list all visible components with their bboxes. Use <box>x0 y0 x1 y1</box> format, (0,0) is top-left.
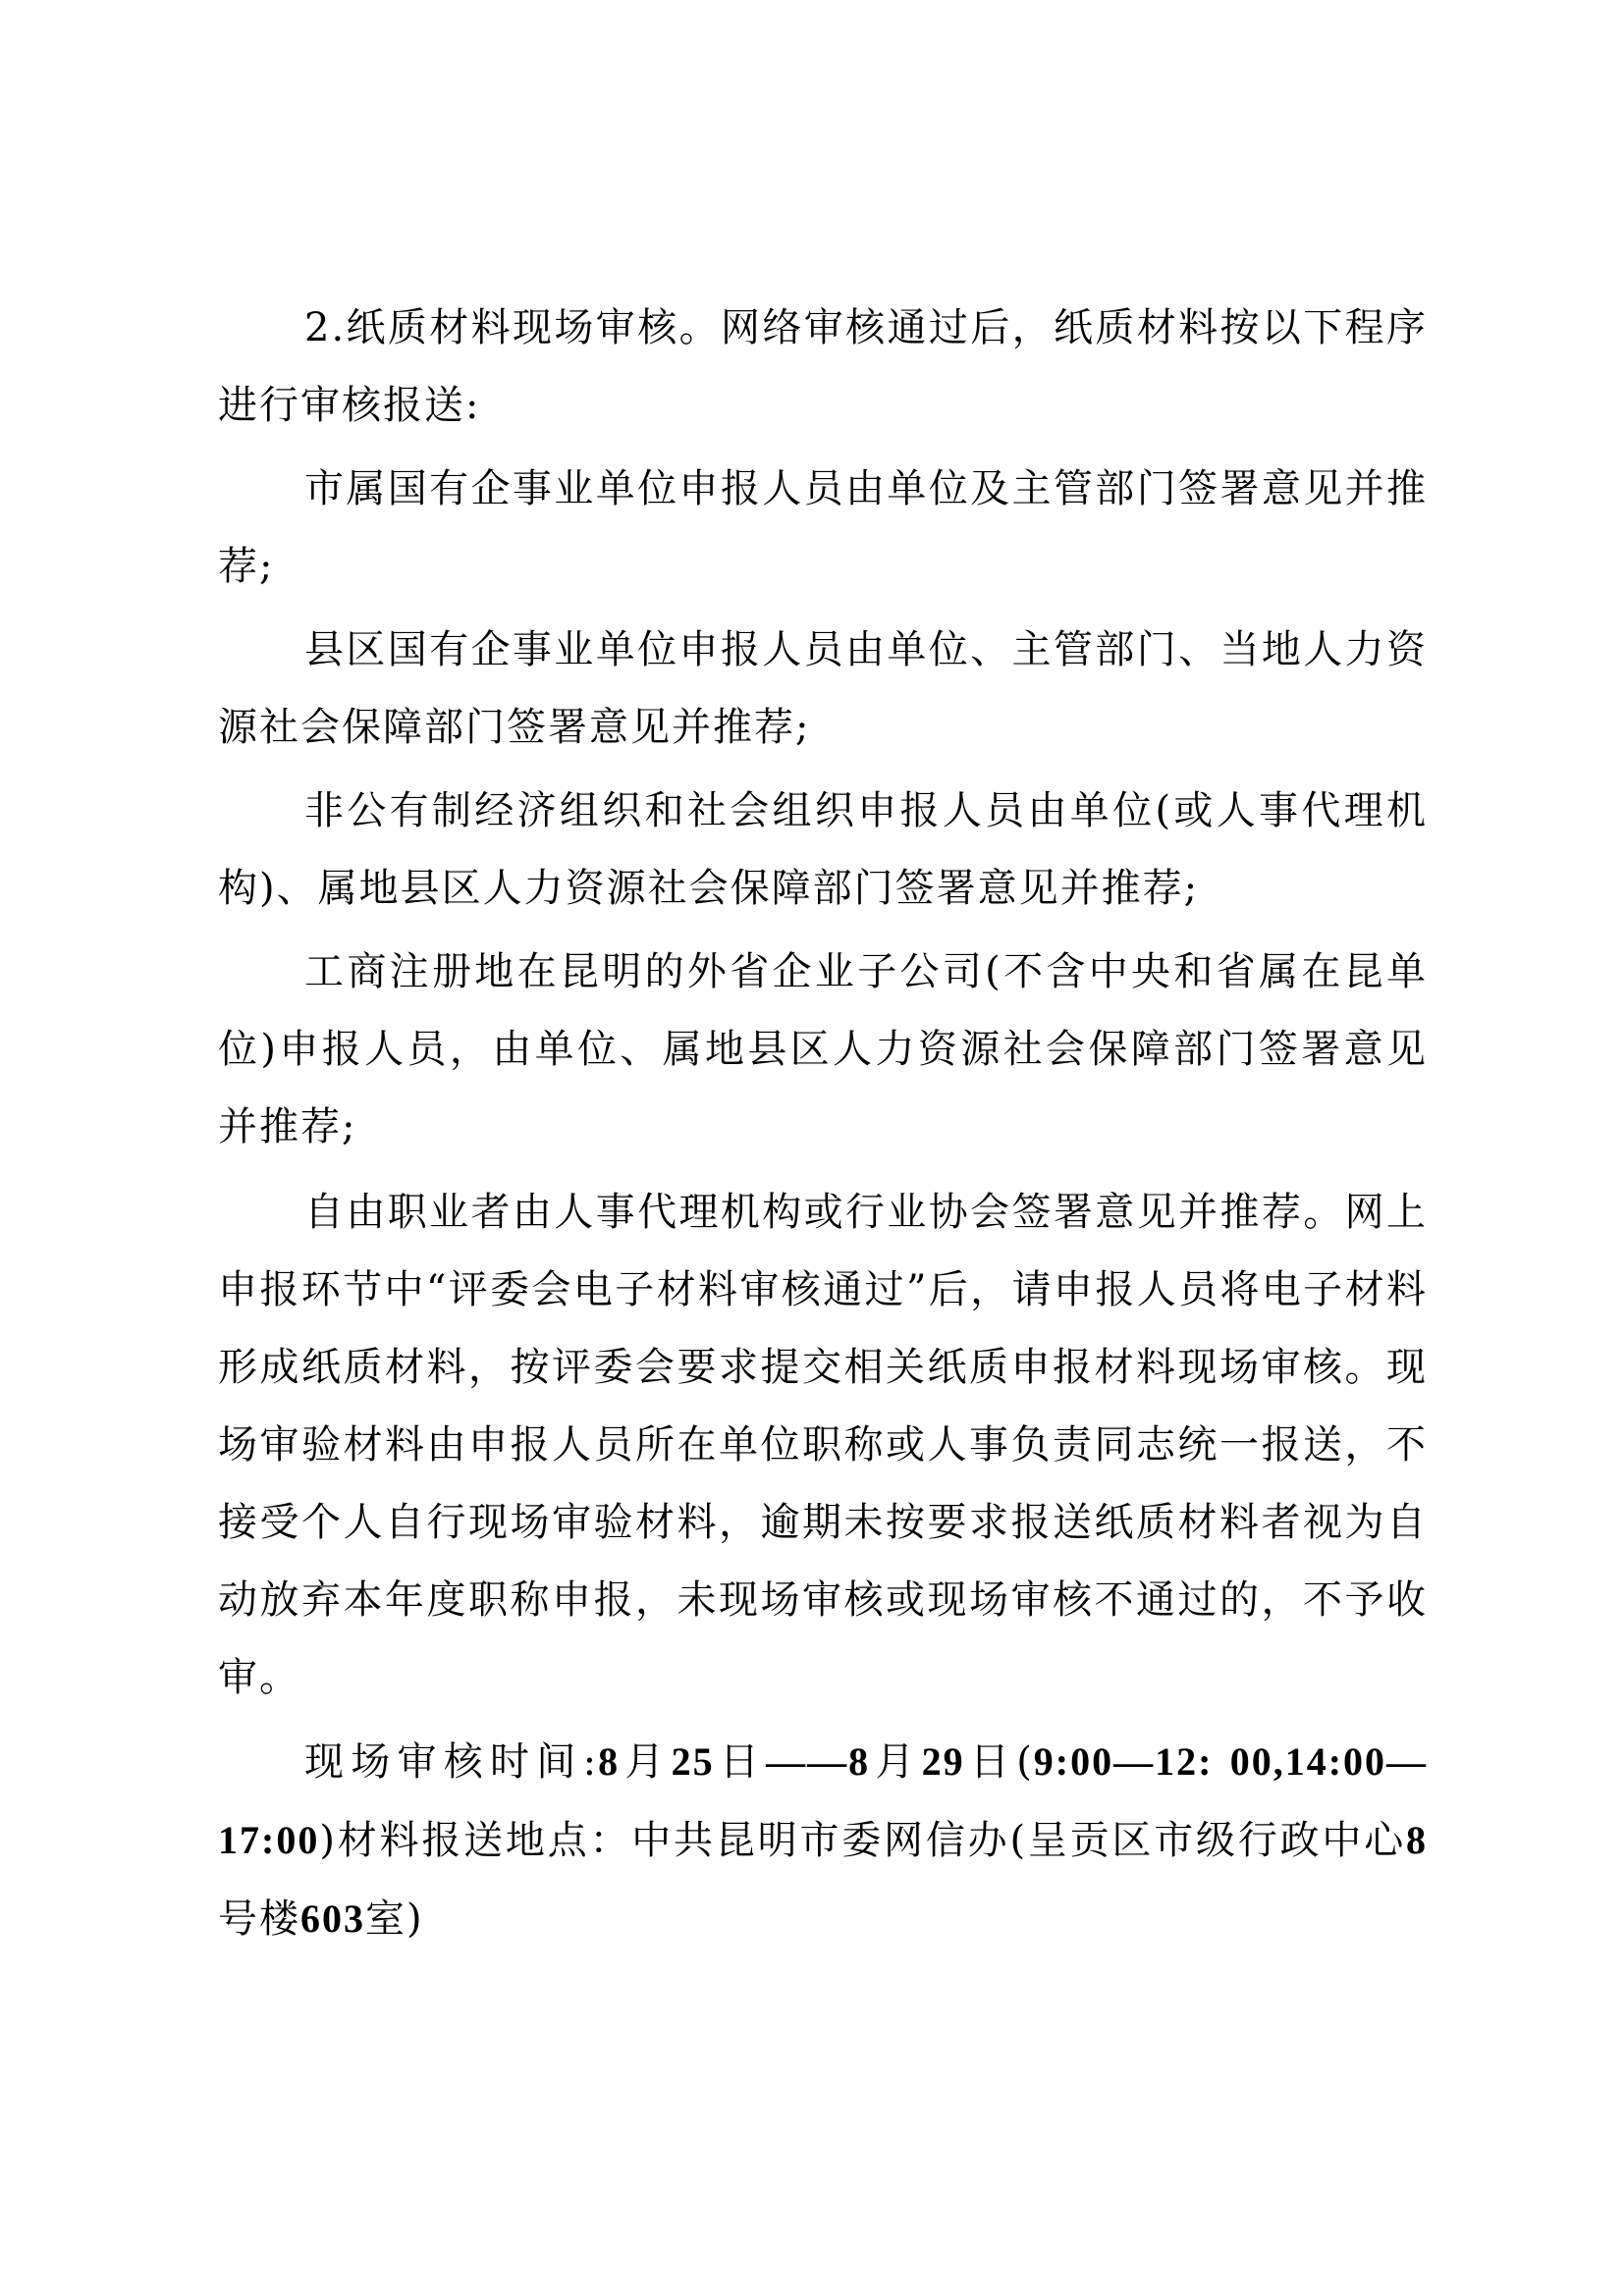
paragraph-city-units: 市属国有企事业单位申报人员由单位及主管部门签署意见并推荐; <box>218 466 1428 589</box>
schedule-label: 现场审核时间: <box>304 1739 599 1785</box>
schedule-range-dash: —— <box>766 1739 849 1784</box>
schedule-open-paren: ( <box>1016 1739 1034 1785</box>
schedule-room-number: 603 <box>300 1896 365 1941</box>
schedule-day-char-2: 日 <box>964 1739 1017 1785</box>
paragraph-review-schedule <box>218 1723 1428 1958</box>
schedule-close-paren: ) <box>319 1818 337 1863</box>
paragraph-non-public-orgs: 非公有制经济组织和社会组织申报人员由单位(或人事代理机构)、属地县区人力资源社会保障部门签署意见并推荐; <box>218 788 1428 911</box>
schedule-day-char-1: 日 <box>714 1739 767 1785</box>
paragraph-county-units: 县区国有企事业单位申报人员由单位、主管部门、当地人力资源社会保障部门签署意见并推荐; <box>218 627 1428 750</box>
schedule-end-day: 29 <box>921 1739 965 1784</box>
schedule-hours: 9:00—12: 00,14:00—17:00 <box>218 1739 1429 1862</box>
schedule-building-char: 号楼 <box>218 1896 300 1942</box>
schedule-start-month: 8 <box>598 1739 621 1784</box>
schedule-room-char: 室) <box>365 1896 424 1942</box>
schedule-month-char-2: 月 <box>870 1739 922 1785</box>
schedule-start-day: 25 <box>671 1739 715 1784</box>
schedule-location-label: 材料报送地点：中共昆明市委网信办(呈贡区市级行政中心 <box>336 1818 1406 1863</box>
paragraph-paper-review-intro: 2.纸质材料现场审核。网络审核通过后，纸质材料按以下程序进行审核报送: <box>218 305 1428 428</box>
schedule-month-char-1: 月 <box>620 1739 672 1785</box>
paragraph-external-subsidiaries: 工商注册地在昆明的外省企业子公司(不含中央和省属在昆单位)申报人员，由单位、属地县区人力资源社会保障部门签署意见并推荐; <box>218 949 1428 1149</box>
schedule-end-month: 8 <box>848 1739 871 1784</box>
paragraph-freelancers: 自由职业者由人事代理机构或行业协会签署意见并推荐。网上申报环节中“评委会电子材料审核通过”后，请申报人员将电子材料形成纸质材料，按评委会要求提交相关纸质申报材料现场审核。现场审验材料由申报人员所在单位职称或人事负责同志统一报送，不接受个人自行现场审验材料，逾期未按要求报送纸质材料者视为自动放弃本年度职称申报，未现场审核或现场审核不通过的，不予收审。 <box>218 1190 1428 1700</box>
document-body <box>218 290 1428 1964</box>
schedule-building-number: 8 <box>1406 1818 1428 1862</box>
